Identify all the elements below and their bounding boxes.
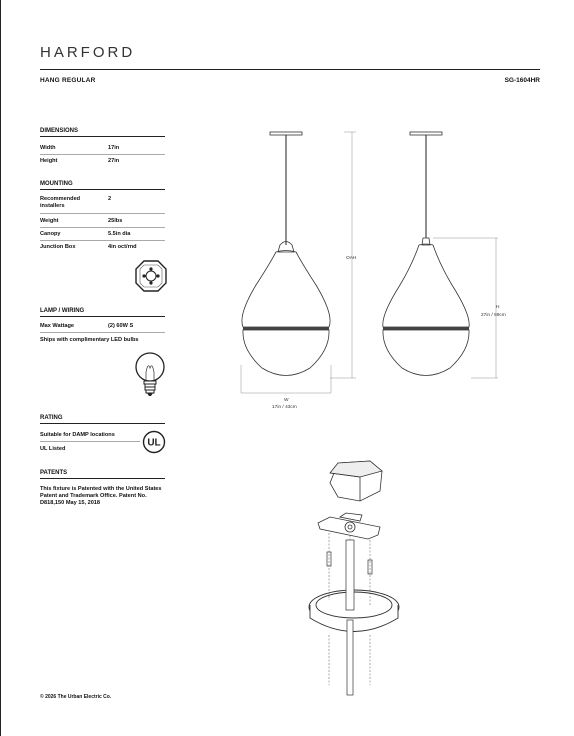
pendant-front-view [242,132,330,376]
lamp-note: Ships with complimentary LED bulbs [40,337,139,343]
junction-box-icon [133,258,169,294]
row-label: Junction Box [40,244,76,250]
h-label: H [496,305,500,310]
lamp-heading: LAMP / WIRING [40,308,165,317]
row-divider [40,227,165,228]
dimensions-heading: DIMENSIONS [40,128,165,137]
row-label: Height [40,158,58,164]
footer-copyright: © 2026 The Urban Electric Co. [40,694,112,700]
hanging-stem [347,620,353,695]
globe-bulb-icon [133,350,167,402]
patent-text: This fixture is Patented with the United States Patent and Trademark Office. Patent No. D818,150 May 15, 2018 [40,486,162,506]
rating-ul: UL Listed [40,446,66,452]
w-value: 17in / 43cm [272,405,297,410]
row-divider [40,441,140,442]
ul-badge-text: UL [147,437,161,449]
crossbar-bracket [318,513,380,539]
row-value: 5.5in dia [108,231,131,237]
row-value: 27in [108,158,120,164]
row-value: 25lbs [108,218,123,224]
w-label: W [284,398,289,403]
product-title: HARFORD [40,44,136,61]
row-divider [40,332,165,333]
oah-label: OAH [346,256,357,261]
row-label: Weight [40,218,59,224]
row-value: 2 [108,196,112,202]
h-value: 27in / 69cm [481,313,506,318]
product-sku: SG-1604HR [504,77,540,84]
row-label: Max Wattage [40,323,74,329]
row-label: Width [40,145,56,151]
rating-heading: RATING [40,415,165,424]
mounting-exploded-diagram [300,455,410,695]
mounting-heading: MOUNTING [40,181,165,190]
row-label: Canopy [40,231,61,237]
patents-heading: PATENTS [40,470,165,479]
pendant-side-view [383,132,469,376]
row-value: (2) 60W S [108,323,134,329]
row-divider [40,240,165,241]
rating-damp: Suitable for DAMP locations [40,432,115,438]
row-value: 4in oct/rnd [108,244,137,250]
row-value: 17in [108,145,120,151]
row-label: Recommended installers [40,196,81,209]
threaded-nipple [346,540,354,610]
ul-listed-icon [142,430,166,454]
row-divider [40,154,165,155]
row-divider [40,213,165,214]
header-divider [40,69,540,70]
page-left-border [0,0,1,736]
junction-box-3d [330,461,382,501]
product-subtitle: HANG REGULAR [40,77,96,84]
pendant-elevation-drawing [230,125,506,415]
